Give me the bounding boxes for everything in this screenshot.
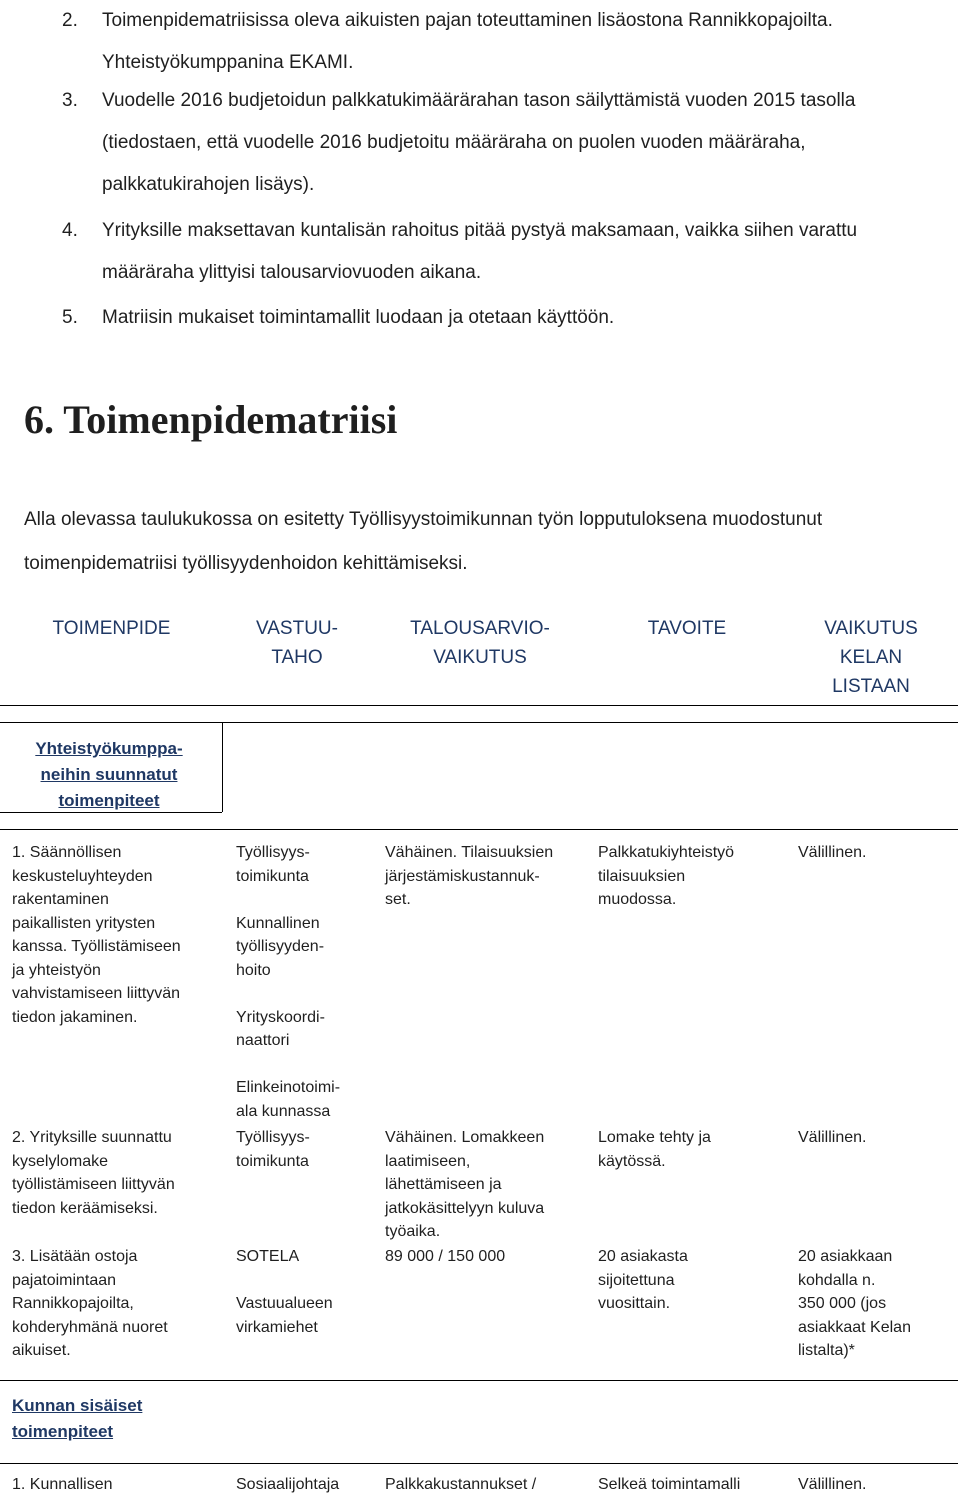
- list-item: [62, 80, 942, 206]
- list-item: [62, 210, 942, 294]
- table-rule: [0, 1380, 958, 1381]
- table-rule: [0, 705, 958, 706]
- table-cell-action: 2. Yrityksille suunnattu kyselylomake työllistämiseen liittyvän tiedon keräämiseksi.: [12, 1129, 175, 1217]
- table-cell-kela: Välillinen.: [798, 1129, 867, 1146]
- list-item-number: 3.: [62, 90, 78, 111]
- list-item-text: Yrityksille maksettavan kuntalisän rahoitus pitää pystyä maksamaan, vaikka siihen varattu määräraha ylittyisi talousarviovuoden aikana.: [102, 220, 858, 283]
- header-tavoite: TAVOITE: [647, 618, 727, 639]
- table-cell-responsible: Työllisyys- toimikunta: [236, 1129, 310, 1170]
- table-cell-kela: 20 asiakkaan kohdalla n. 350 000 (jos asiakkaat Kelan listalta)*: [798, 1248, 911, 1359]
- table-cell-responsible: Työllisyys- toimikunta Kunnallinen työllisyyden- hoito Yrityskoordi- naattori Elinkeinotoimi- ala kunnassa: [236, 844, 341, 1120]
- section-heading: 6. Toimenpidematriisi: [24, 397, 398, 442]
- section-label-internal: Kunnan sisäiset toimenpiteet: [12, 1396, 143, 1441]
- table-cell-action: 3. Lisätään ostoja pajatoimintaan Rannikkopajoilta, kohderyhmänä nuoret aikuiset.: [12, 1248, 168, 1359]
- table-cell-responsible: Sosiaalijohtaja: [236, 1476, 340, 1493]
- intro-paragraph: Alla olevassa taulukukossa on esitetty Työllisyystoimikunnan työn lopputuloksena muodostunut toimenpidematriisi työllisyydenhoidon kehittämiseksi.: [24, 509, 823, 574]
- table-cell-budget: Vähäinen. Lomakkeen laatimiseen, lähettämiseen ja jatkokäsittelyyn kuluva työaika.: [385, 1129, 545, 1240]
- header-toimenpide: TOIMENPIDE: [52, 618, 171, 639]
- table-cell-goal: Palkkatukiyhteistyö tilaisuuksien muodossa.: [598, 844, 735, 908]
- header-talousarvio: TALOUSARVIO- VAIKUTUS: [410, 618, 550, 668]
- table-cell-goal: Lomake tehty ja käytössä.: [598, 1129, 711, 1170]
- table-cell-budget: Vähäinen. Tilaisuuksien järjestämiskustannuk- set.: [385, 844, 554, 908]
- list-item-number: 4.: [62, 220, 78, 241]
- table-cell-kela: Välillinen.: [798, 1476, 867, 1493]
- table-cell-budget: 89 000 / 150 000: [385, 1248, 506, 1265]
- table-rule: [222, 722, 223, 812]
- section-label-partners: Yhteistyökumppa- neihin suunnatut toimenpiteet: [35, 739, 183, 810]
- table-cell-kela: Välillinen.: [798, 844, 867, 861]
- list-item-text: Matriisin mukaiset toimintamallit luodaan ja otetaan käyttöön.: [102, 307, 615, 328]
- table-cell-budget: Palkkakustannukset /: [385, 1476, 537, 1493]
- table-rule: [0, 812, 222, 813]
- list-item: [62, 0, 942, 84]
- list-item-text: Toimenpidematriisissa oleva aikuisten pajan toteuttaminen lisäostona Rannikkopajoilta. Yhteistyökumppanina EKAMI.: [102, 10, 833, 73]
- table-rule: [0, 722, 958, 723]
- header-vastuutaho: VASTUU- TAHO: [256, 618, 338, 668]
- table-cell-responsible: SOTELA Vastuualueen virkamiehet: [236, 1248, 333, 1336]
- table-rule: [0, 1463, 958, 1464]
- list-item-number: 2.: [62, 10, 78, 31]
- header-vaikutus-kela: VAIKUTUS KELAN LISTAAN: [824, 618, 918, 697]
- table-rule: [0, 829, 958, 830]
- list-item-text: Vuodelle 2016 budjetoidun palkkatukimäärärahan tason säilyttämistä vuoden 2015 tasolla (tiedostaen, että vuodelle 2016 budjetoitu määräraha on puolen vuoden määräraha, palkkatukirahojen lisäys).: [102, 90, 856, 195]
- table-cell-action: 1. Säännöllisen keskusteluyhteyden rakentaminen paikallisten yritysten kanssa. Työllistämiseen ja yhteistyön vahvistamiseen liittyvän tiedon jakaminen.: [12, 844, 181, 1026]
- table-cell-action: 1. Kunnallisen: [12, 1476, 113, 1493]
- list-item-number: 5.: [62, 307, 78, 328]
- list-item: [62, 297, 942, 339]
- table-cell-goal: 20 asiakasta sijoitettuna vuosittain.: [598, 1248, 688, 1312]
- table-cell-goal: Selkeä toimintamalli: [598, 1476, 741, 1493]
